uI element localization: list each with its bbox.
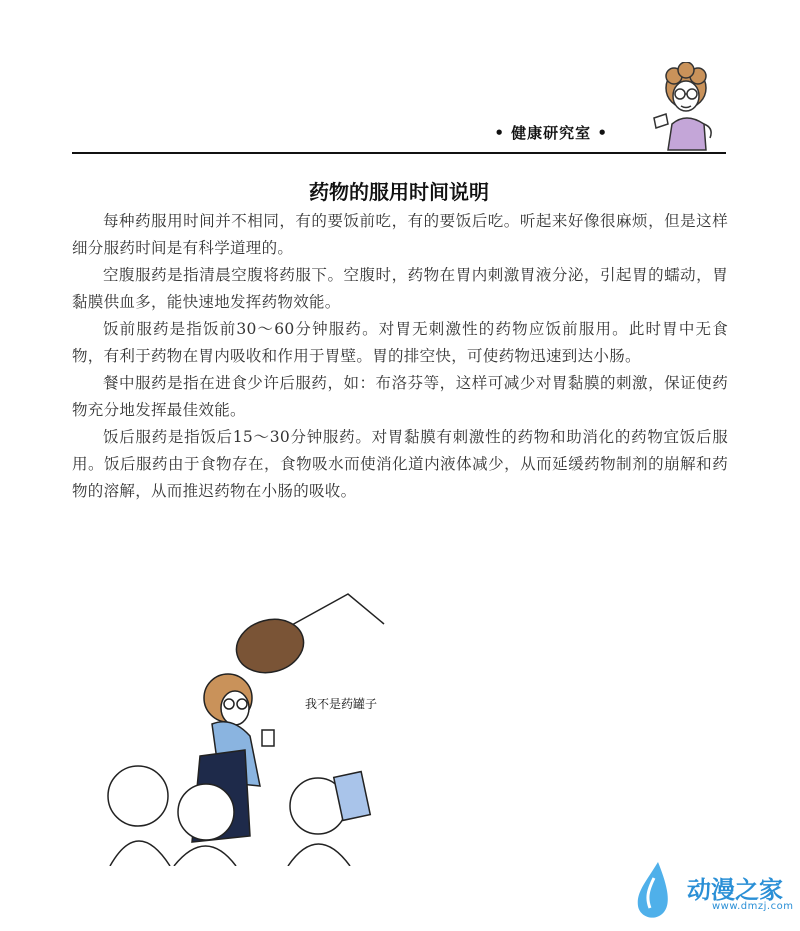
header-character-illustration bbox=[646, 62, 726, 152]
comic-illustration bbox=[100, 586, 400, 866]
paragraph-after-meal: 饭后服药是指饭后15～30分钟服药。对胃黏膜有刺激性的药物和助消化的药物宜饭后服用。饭后服药由于食物存在，食物吸水而使消化道内液体减少，从而延缓药物制剂的崩解和药物的溶解，从而推迟药物在小肠的吸收。 bbox=[72, 428, 728, 500]
paragraph-during-meal: 餐中服药是指在进食少许后服药，如：布洛芬等，这样可减少对胃黏膜的刺激，保证使药物充分地发挥最佳效能。 bbox=[72, 374, 728, 419]
page-title: 药物的服用时间说明 bbox=[309, 180, 489, 204]
article-body bbox=[72, 208, 728, 505]
speech-text: 我不是药罐子 bbox=[305, 697, 378, 711]
droplet-logo-icon bbox=[628, 858, 684, 922]
paragraph-empty-stomach: 空腹服药是指清晨空腹将药服下。空腹时，药物在胃内刺激胃液分泌，引起胃的蠕动，胃黏膜供血多，能快速地发挥药物效能。 bbox=[72, 266, 728, 311]
header-divider bbox=[72, 152, 726, 154]
section-label: • 健康研究室 • bbox=[494, 124, 608, 142]
paragraph-intro: 每种药服用时间并不相同，有的要饭前吃，有的要饭后吃。听起来好像很麻烦，但是这样细分服药时间是有科学道理的。 bbox=[72, 212, 728, 257]
watermark-name: 动漫之家 bbox=[687, 876, 783, 904]
paragraph-before-meal: 饭前服药是指饭前30～60分钟服药。对胃无刺激性的药物应饭前服用。此时胃中无食物，有利于药物在胃内吸收和作用于胃壁。胃的排空快，可使药物迅速到达小肠。 bbox=[72, 320, 728, 365]
watermark-url: www.dmzj.com bbox=[712, 901, 794, 912]
